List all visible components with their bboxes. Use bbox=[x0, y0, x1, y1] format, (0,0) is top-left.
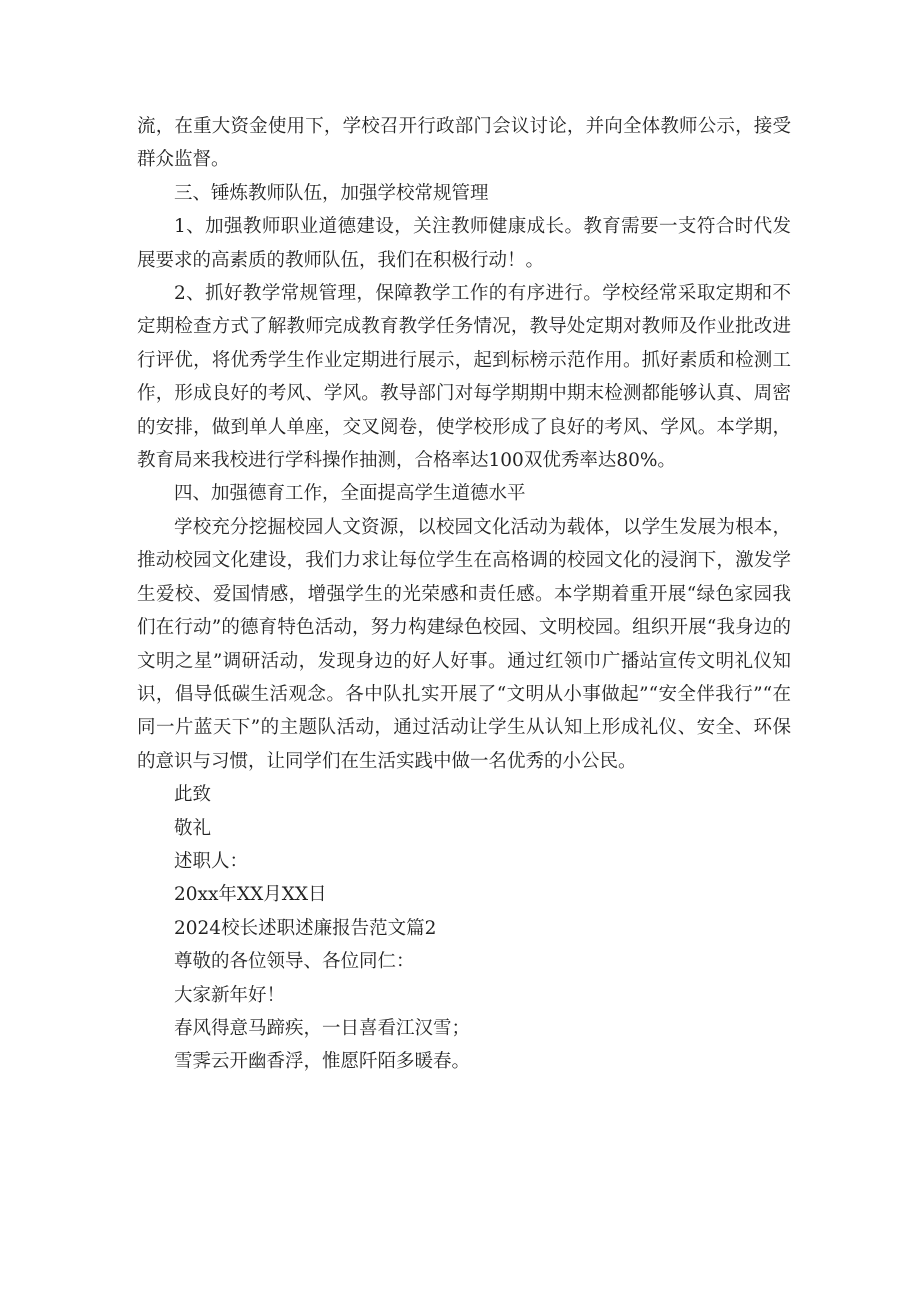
paragraph-funds-supervision: 流，在重大资金使用下，学校召开行政部门会议讨论，并向全体教师公示，接受群众监督。 bbox=[137, 116, 791, 171]
poem-line-1: 春风得意马蹄疾，一日喜看江汉雪； bbox=[174, 1017, 471, 1039]
paragraph-campus-culture: 学校充分挖掘校园人文资源，以校园文化活动为载体，以学生发展为根本，推动校园文化建设，我们力求让每位学生在高格调的校园文化的浸润下，激发学生爱校、爱国情感，增强学生的光荣感和责任感。本学期着重开展“绿色家园我们在行动”的德育特色活动，努力构建绿色校园、文明校园。组织开展“我身边的文明之星”调研活动，发现身边的好人好事。通过红领巾广播站宣传文明礼仪知识，倡导低碳生活观念。各中队扎实开展了“文明从小事做起”“安全伴我行”“在同一片蓝天下”的主题队活动，通过活动让学生从认知上形成礼仪、安全、环保的意识与习惯，让同学们在生活实践中做一名优秀的小公民。 bbox=[137, 516, 791, 772]
section-heading-teacher-team: 三、锤炼教师队伍，加强学校常规管理 bbox=[174, 182, 489, 204]
signature-date: 20xx年XX月XX日 bbox=[174, 884, 327, 906]
poem-line-2: 雪霁云开幽香浮，惟愿阡陌多暖春。 bbox=[174, 1051, 471, 1073]
new-year-greeting: 大家新年好！ bbox=[174, 984, 286, 1006]
closing-salutation: 此致 bbox=[174, 784, 212, 806]
greeting-line: 尊敬的各位领导、各位同仁： bbox=[174, 951, 415, 973]
article-title: 2024校长述职述廉报告范文篇2 bbox=[174, 917, 437, 939]
closing-regards: 敬礼 bbox=[174, 817, 212, 839]
signature-label: 述职人： bbox=[174, 850, 249, 872]
section-heading-moral-education: 四、加强德育工作，全面提高学生道德水平 bbox=[174, 483, 526, 505]
paragraph-teacher-ethics: 1、加强教师职业道德建设，关注教师健康成长。教育需要一支符合时代发展要求的高素质的教师队伍，我们在积极行动！。 bbox=[137, 216, 791, 271]
paragraph-teaching-routine: 2、抓好教学常规管理，保障教学工作的有序进行。学校经常采取定期和不定期检查方式了解教师完成教育教学任务情况，教导处定期对教师及作业批改进行评优，将优秀学生作业定期进行展示，起到标榜示范作用。抓好素质和检测工作，形成良好的考风、学风。教导部门对每学期期中期末检测都能够认真、周密的安排，做到单人单座，交叉阅卷，使学校形成了良好的考风、学风。本学期，教育局来我校进行学科操作抽测，合格率达100双优秀率达80%。 bbox=[137, 283, 791, 472]
document-body bbox=[137, 110, 791, 1079]
